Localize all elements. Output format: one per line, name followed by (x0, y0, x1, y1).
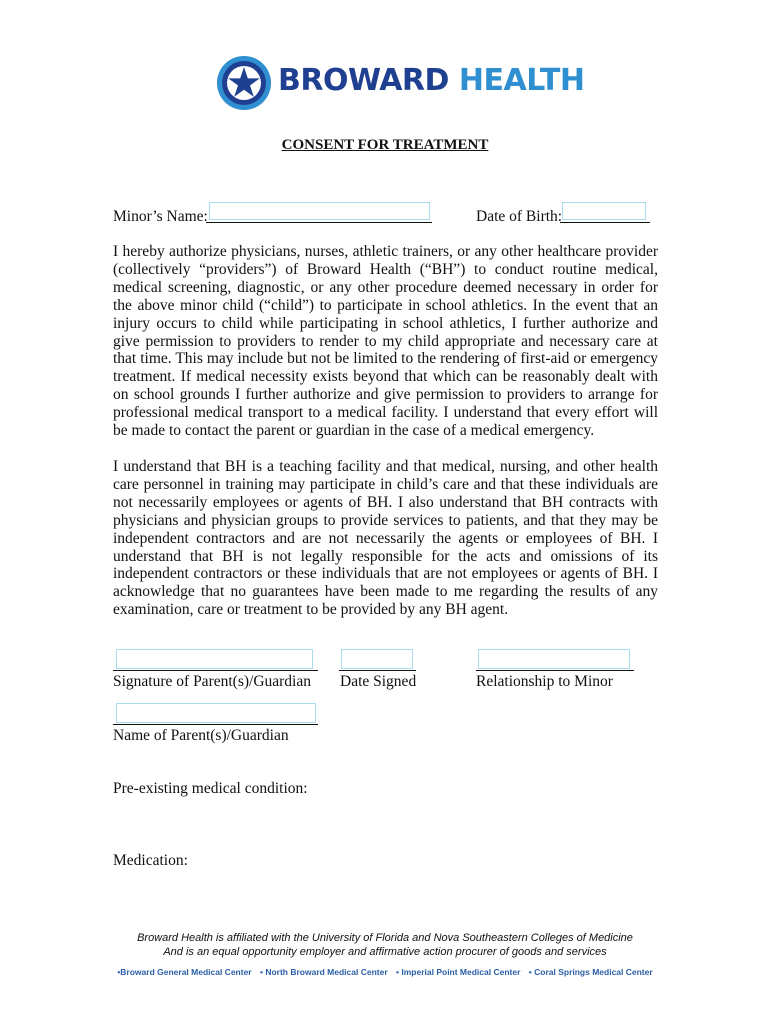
parent-name-underline (113, 724, 318, 725)
medication-label: Medication: (113, 852, 188, 869)
footer-centers-list (0, 967, 770, 977)
date-signed-field[interactable] (341, 649, 413, 669)
preexisting-condition-label: Pre-existing medical condition: (113, 780, 308, 797)
broward-health-logo (216, 55, 585, 111)
parent-name-label: Name of Parent(s)/Guardian (113, 727, 289, 744)
relationship-label: Relationship to Minor (476, 673, 613, 690)
logo-word-broward: BROWARD (278, 63, 449, 98)
logo-word-health: HEALTH (458, 63, 585, 98)
minor-name-label: Minor’s Name: (113, 208, 208, 225)
footer-affiliation-text: Broward Health is affiliated with the University of Florida and Nova Southeastern Colleges of Medicine (137, 932, 633, 944)
signature-label: Signature of Parent(s)/Guardian (113, 673, 311, 690)
footer-center-item: • Imperial Point Medical Center (396, 967, 521, 977)
footer-center-item: • Coral Springs Medical Center (528, 967, 653, 977)
footer-eoe-text: And is an equal opportunity employer and affirmative action procurer of goods and services (163, 946, 607, 958)
dob-underline (560, 222, 650, 223)
date-signed-underline (339, 670, 416, 671)
date-signed-label: Date Signed (340, 673, 417, 690)
footer-center-item: •Broward General Medical Center (117, 967, 252, 977)
parent-name-field[interactable] (116, 703, 316, 723)
authorization-paragraph: I hereby authorize physicians, nurses, athletic trainers, or any other healthcare provider (collectively “providers”) of Broward Health (“BH”) to conduct routine medical, medical screening, diagnostic, or any other procedure deemed necessary in order for the above minor child (“child”) to participate in school athletics. In the event that an injury occurs to child while participating in school athletics, I further authorize and give permission to providers to render to my child appropriate and necessary care at that time. This may include but not be limited to the rendering of first-aid or emergency treatment. If medical necessity exists beyond that which can be reasonably dealt with on school grounds I further authorize and give permission to providers to arrange for professional medical transport to a medical facility. I understand that every effort will be made to contact the parent or guardian in the case of a medical emergency. (113, 243, 658, 440)
logo-wordmark (278, 61, 584, 101)
dob-label: Date of Birth: (476, 208, 563, 225)
star-emblem-icon (216, 55, 272, 111)
signature-underline (113, 670, 318, 671)
minor-name-underline (206, 222, 432, 223)
relationship-field[interactable] (478, 649, 630, 669)
teaching-facility-paragraph: I understand that BH is a teaching facility and that medical, nursing, and other health care personnel in training may participate in child’s care and that these individuals are not necessarily employees or agents of BH. I also understand that BH contracts with physicians and physician groups to provide services to patients, and that they may be independent contractors and are not necessarily the agents or employees of BH. I understand that BH is not legally responsible for the acts and omissions of its independent contractors or these individuals that are not employees or agents of BH. I acknowledge that no guarantees have been made to me regarding the results of any examination, care or treatment to be provided by any BH agent. (113, 458, 658, 619)
dob-field[interactable] (562, 202, 646, 220)
signature-field[interactable] (116, 649, 313, 669)
footer-center-item: • North Broward Medical Center (259, 967, 388, 977)
minor-name-field[interactable] (209, 202, 430, 220)
relationship-underline (476, 670, 634, 671)
document-title: CONSENT FOR TREATMENT (281, 137, 489, 153)
